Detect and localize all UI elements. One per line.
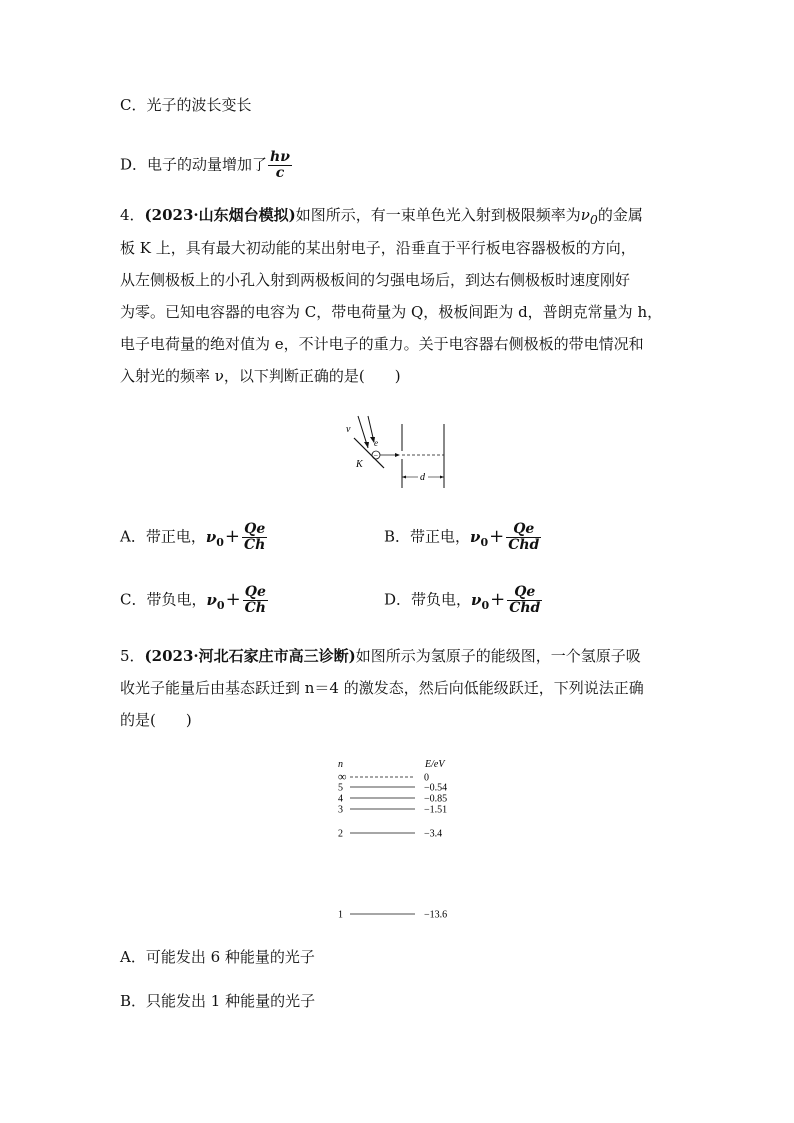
e-label: e <box>374 438 378 448</box>
nu-label: ν <box>346 424 351 435</box>
q5-line-3: 的是( ) <box>120 711 192 729</box>
q4-option-d: D．带负电，$\nu_0+$ $\frac{Qe}{\text{Chd}}$ <box>384 584 541 616</box>
energy-level-value: −3.4 <box>424 828 443 840</box>
energy-level-value: 0 <box>424 772 429 784</box>
fraction-numerator: hν <box>270 149 290 165</box>
q4-line-6: 入射光的频率 ν，以下判断正确的是( ) <box>120 367 401 385</box>
q5-number: 5． <box>120 647 145 665</box>
q5-option-a: A．可能发出 6 种能量的光子 <box>120 948 315 966</box>
energy-level-value: −1.51 <box>424 804 448 816</box>
q4-option-c: C．带负电，$\nu_0+$ $\frac{Qe}{Ch}$ <box>120 584 266 616</box>
q4-text-1a: 如图所示，有一束单色光入射到极限频率为 <box>295 206 581 224</box>
q5-option-b: B．只能发出 1 种能量的光子 <box>120 992 316 1010</box>
n-header: n <box>338 759 343 770</box>
q4-text-1b: 的金属 <box>597 206 643 224</box>
q4-option-d-fraction: $\frac{Qe}{\text{Chd}}$ <box>509 584 541 616</box>
energy-level-n: ∞ <box>338 769 347 784</box>
e-header: E/eV <box>425 759 445 770</box>
energy-level-n: 1 <box>338 909 343 921</box>
q3-option-d <box>120 150 292 181</box>
q4-option-b: B．带正电，$\nu_0+$ $\frac{Qe}{\text{Chd}}$ <box>384 521 540 553</box>
q4-line-3: 从左侧极板上的小孔入射到两极板间的匀强电场后，到达右侧极板时速度刚好 <box>120 271 631 289</box>
q4-source: (2023·山东烟台模拟) <box>144 206 296 224</box>
q4-number: 4． <box>120 206 145 224</box>
q3-option-c: C．光子的波长变长 <box>120 96 252 114</box>
q4-option-b-fraction: $\frac{Qe}{\text{Chd}}$ <box>508 521 540 553</box>
energy-level-n: 4 <box>338 793 343 805</box>
d-label: d <box>420 472 425 483</box>
q3-option-d-text: D．电子的动量增加了 <box>120 155 268 174</box>
q4-option-a-fraction: $\frac{Qe}{Ch}$ <box>244 521 266 553</box>
energy-level-value: −0.54 <box>424 782 448 794</box>
electron-minus: − <box>373 451 379 460</box>
q4-nu0: $\nu_0$ <box>580 206 598 227</box>
q4-line-5: 电子电荷量的绝对值为 e，不计电子的重力。关于电容器右侧极板的带电情况和 <box>120 335 644 353</box>
q4-photoelectric-figure <box>340 412 455 492</box>
energy-level-n: 3 <box>338 804 343 816</box>
q4-option-a: A．带正电，$\nu_0+$ $\frac{Qe}{Ch}$ <box>120 521 266 553</box>
q5-energy-level-diagram <box>330 755 460 925</box>
q4-line-4: 为零。已知电容器的电容为 C，带电荷量为 Q，极板间距为 d，普朗克常量为 h， <box>120 303 663 321</box>
energy-level-value: −13.6 <box>424 909 448 921</box>
fraction-denominator: c <box>268 165 292 181</box>
energy-level-n: 5 <box>338 782 343 794</box>
q5-source: (2023·河北石家庄市高三诊断) <box>144 647 356 665</box>
q5-line-2: 收光子能量后由基态跃迁到 n＝4 的激发态，然后向低能级跃迁，下列说法正确 <box>120 679 644 697</box>
k-label: K <box>356 459 363 470</box>
energy-level-value: −0.85 <box>424 793 448 805</box>
q5-text-1: 如图所示为氢原子的能级图，一个氢原子吸 <box>355 647 641 665</box>
q4-line-1 <box>120 205 643 230</box>
q4-line-2: 板 K 上，具有最大初动能的某出射电子，沿垂直于平行板电容器极板的方向， <box>120 239 636 257</box>
q5-line-1 <box>120 646 641 666</box>
q4-option-c-fraction: $\frac{Qe}{Ch}$ <box>244 584 266 616</box>
energy-level-n: 2 <box>338 828 343 840</box>
q3-option-d-fraction <box>268 150 292 181</box>
